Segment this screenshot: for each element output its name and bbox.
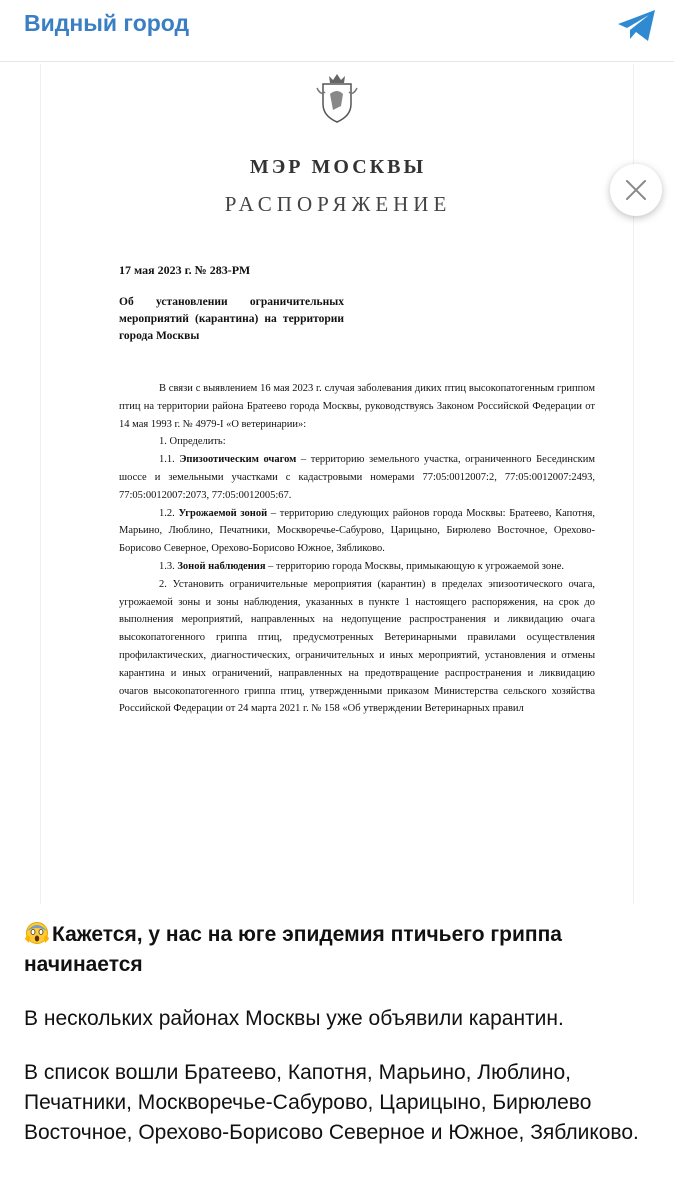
post-caption (24, 920, 654, 1148)
document-subject: Об установлении ограничительных мероприятий (карантина) на территории города Москвы (119, 296, 344, 342)
screaming-face-emoji-icon (24, 921, 50, 945)
clause-number: 1.3. (159, 560, 178, 572)
clause-number: 1.1. (159, 454, 180, 466)
document-paragraph: В связи с выявлением 16 мая 2023 г. случая заболевания диких птиц высокопатогенным гриппом птиц на территории района Братеево города Москвы, руководствуясь Законом Российской Федерации от 14 мая 1993 г. № 4979-I «О ветеринарии»: (119, 383, 595, 430)
document-date-number: 17 мая 2023 г. № 283-РМ (119, 263, 251, 277)
document-mayor-heading: МЭР МОСКВЫ (249, 156, 427, 178)
document-order-title: РАСПОРЯЖЕНИЕ (224, 192, 452, 216)
document-paragraph (119, 451, 595, 504)
close-icon (624, 178, 648, 202)
post-paragraph: В нескольких районах Москвы уже объявили карантин. (24, 1007, 564, 1030)
document-paragraph: 1. Определить: (159, 436, 226, 448)
clause-term: Угрожаемой зоной (178, 507, 268, 519)
telegram-plane-icon[interactable] (616, 8, 658, 44)
clause-text: – территорию земельного участка, ограниченного Бесединским шоссе и земельными участками с кадастровыми номерами 77:05:0012007:2, 77:05:0012007:2493, 77:05:0012007:2073, 77:05:0012005:67. (119, 454, 595, 501)
document-paragraph: 2. Установить ограничительные мероприятия (карантин) в пределах эпизоотического очага, угрожаемой зоны и зоны наблюдения, указанных в пункте 1 настоящего распоряжения, на срок до выполнения мероприятий, направленных на недопущение распространения и ликвидацию очага высокопатогенного гриппа птиц, предусмотренных Ветеринарными правилами осуществления профилактических, диагностических, ограничительных и иных мероприятий, установления и отмены карантина и иных ограничений, направленных на предотвращение распространения и ликвидацию очагов высокопатогенного гриппа птиц, утвержденными приказом Министерства сельского хозяйства Российской Федерации от 24 марта 2021 г. № 158 «Об утверждении Ветеринарных правил (119, 578, 595, 715)
clause-term: Эпизоотическим очагом (179, 454, 297, 466)
clause-text: – территорию следующих районов города Москвы: Братеево, Капотня, Марьино, Люблино, Печатники, Москворечье-Сабурово, Царицыно, Бирюлево Восточное, Орехово-Борисово Северное, Орехово-Борисово Южное, Зябликово. (119, 507, 596, 555)
close-button[interactable] (610, 164, 662, 216)
clause-text: – территорию города Москвы, примыкающую к угрожаемой зоне. (265, 560, 565, 572)
document-body (119, 380, 595, 718)
moscow-coat-of-arms-icon (315, 70, 359, 124)
document-page (40, 64, 634, 904)
channel-title[interactable]: Видный город (24, 10, 190, 36)
post-headline-text: Кажется, у нас на юге эпидемия птичьего гриппа начинается (24, 923, 562, 976)
post-paragraph: В список вошли Братеево, Капотня, Марьино, Люблино, Печатники, Москворечье-Сабурово, Царицыно, Бирюлево Восточное, Орехово-Борисово Северное и Южное, Зябликово. (24, 1061, 639, 1144)
document-paragraph (119, 505, 595, 558)
document-image[interactable] (0, 64, 674, 904)
document-paragraph (119, 558, 595, 576)
post-headline (24, 920, 654, 980)
clause-number: 1.2. (159, 507, 179, 519)
channel-header (0, 0, 674, 62)
clause-term: Зоной наблюдения (177, 560, 266, 572)
